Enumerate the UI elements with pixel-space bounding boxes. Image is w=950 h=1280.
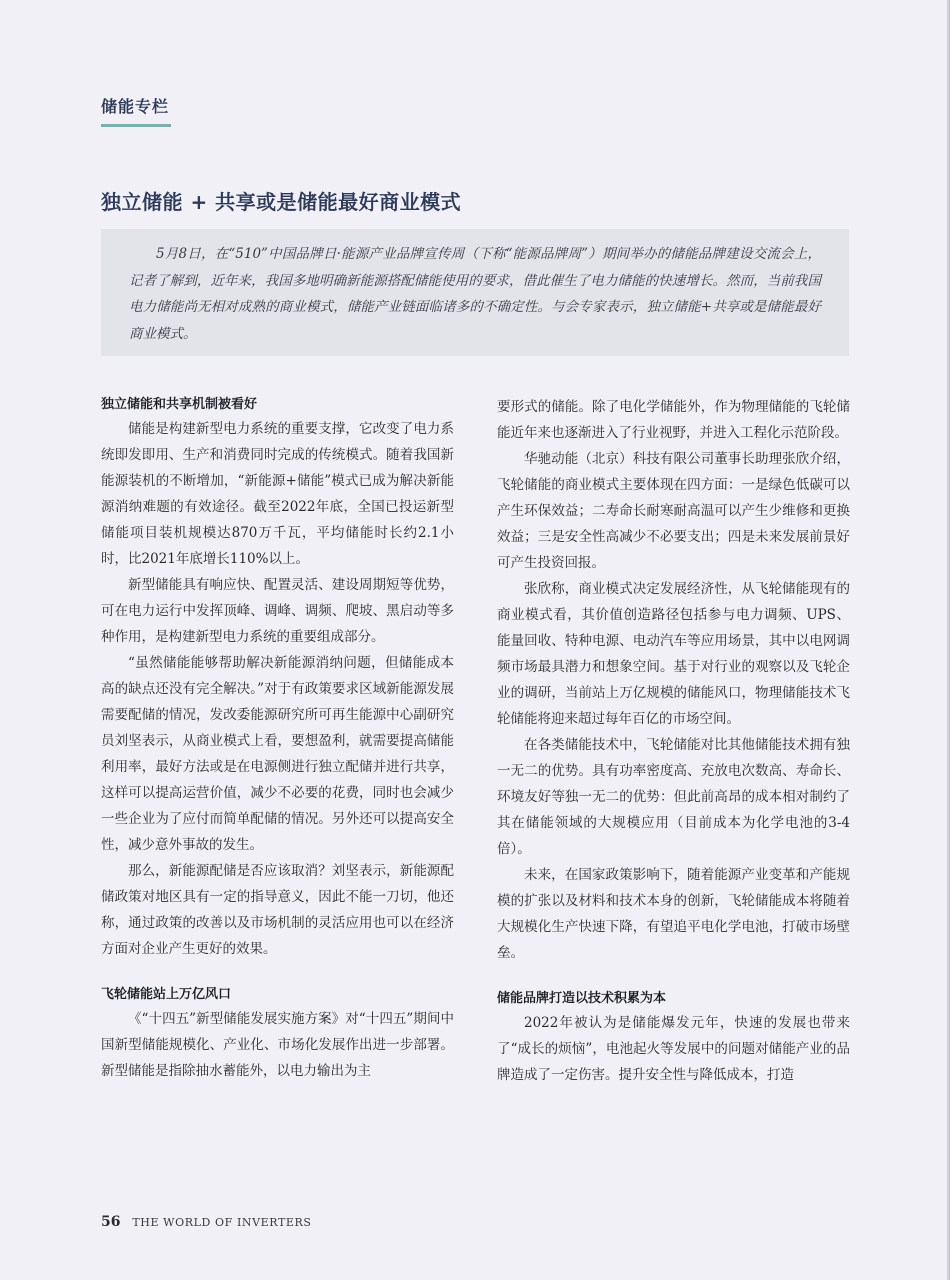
section-gap — [101, 962, 454, 984]
article-title: 独立储能 + 共享或是储能最好商业模式 — [101, 190, 462, 214]
page-number: 56 — [101, 1214, 121, 1230]
section-gap — [497, 966, 850, 988]
body-paragraph: 华驰动能（北京）科技有限公司董事长助理张欣介绍，飞轮储能的商业模式主要体现在四方面：一是绿色低碳可以产生环保效益；二寿命长耐寒耐高温可以产生少维修和更换效益；三是安全性高减少不必要支出；四是未来发展前景好可产生投资回报。 — [497, 451, 850, 571]
left-column — [101, 394, 454, 1084]
section-label: 储能专栏 — [101, 97, 170, 116]
lead-box — [101, 229, 849, 356]
magazine-name: THE WORLD OF INVERTERS — [132, 1216, 312, 1229]
body-paragraph: 储能是构建新型电力系统的重要支撑，它改变了电力系统即发即用、生产和消费同时完成的传统模式。随着我国新能源装机的不断增加，“新能源+储能”模式已成为解决新能源消纳难题的有效途径。截至2022年底，全国已投运新型储能项目装机规模达870万千瓦，平均储能时长约2.1小时，比2021年底增长110%以上。 — [101, 421, 454, 567]
body-paragraph: “虽然储能能够帮助解决新能源消纳问题，但储能成本高的缺点还没有完全解决。”对于有政策要求区域新能源发展需要配储的情况，发改委能源研究所可再生能源中心副研究员刘坚表示，从商业模式上看，要想盈利，就需要提高储能利用率，最好方法或是在电源侧进行独立配储并进行共享，这样可以提高运营价值，减少不必要的花费，同时也会减少一些企业为了应付而简单配储的情况。另外还可以提高安全性，减少意外事故的发生。 — [101, 655, 454, 853]
lead-paragraph: 5月8日，在“510”中国品牌日·能源产业品牌宣传周（下称“能源品牌周”）期间举办的储能品牌建设交流会上，记者了解到，近年来，我国多地明确新能源搭配储能使用的要求，借此催生了电力储能的快速增长。然而，当前我国电力储能尚无相对成熟的商业模式，储能产业链面临诸多的不确定性。与会专家表示，独立储能+共享或是储能最好商业模式。 — [129, 246, 821, 342]
page-footer — [101, 1214, 312, 1230]
body-paragraph: 张欣称，商业模式决定发展经济性，从飞轮储能现有的商业模式看，其价值创造路径包括参与电力调频、UPS、能量回收、特种电源、电动汽车等应用场景，其中以电网调频市场最具潜力和想象空间。基于对行业的观察以及飞轮企业的调研，当前站上万亿规模的储能风口，物理储能技术飞轮储能将迎来超过每年百亿的市场空间。 — [497, 581, 850, 727]
section-underline — [101, 124, 171, 127]
body-paragraph: 未来，在国家政策影响下，随着能源产业变革和产能规模的扩张以及材料和技术本身的创新，飞轮储能成本将随着大规模化生产快速下降，有望追平电化学电池，打破市场壁垒。 — [497, 867, 850, 961]
subheading-independent-storage: 独立储能和共享机制被看好 — [101, 397, 258, 412]
body-paragraph-continued: 要形式的储能。除了电化学储能外，作为物理储能的飞轮储能近年来也逐渐进入了行业视野，并进入工程化示范阶段。 — [497, 399, 850, 441]
subheading-flywheel: 飞轮储能站上万亿风口 — [101, 987, 232, 1002]
subheading-brand-building: 储能品牌打造以技术积累为本 — [497, 991, 667, 1006]
body-paragraph: 《“十四五”新型储能发展实施方案》对“十四五”期间中国新型储能规模化、产业化、市场化发展作出进一步部署。新型储能是指除抽水蓄能外，以电力输出为主 — [101, 1011, 454, 1079]
right-column — [497, 394, 850, 1088]
body-paragraph: 2022年被认为是储能爆发元年，快速的发展也带来了“成长的烦恼”，电池起火等发展中的问题对储能产业的品牌造成了一定伤害。提升安全性与降低成本，打造 — [497, 1015, 850, 1083]
body-paragraph: 在各类储能技术中，飞轮储能对比其他储能技术拥有独一无二的优势。具有功率密度高、充放电次数高、寿命长、环境友好等独一无二的优势：但此前高昂的成本相对制约了其在储能领域的大规模应用（目前成本为化学电池的3-4倍）。 — [497, 737, 850, 857]
body-paragraph: 新型储能具有响应快、配置灵活、建设周期短等优势，可在电力运行中发挥顶峰、调峰、调频、爬坡、黑启动等多种作用，是构建新型电力系统的重要组成部分。 — [101, 577, 454, 645]
body-paragraph: 那么，新能源配储是否应该取消？刘坚表示，新能源配储政策对地区具有一定的指导意义，因此不能一刀切，他还称，通过政策的改善以及市场机制的灵活应用也可以在经济方面对企业产生更好的效果。 — [101, 863, 454, 957]
